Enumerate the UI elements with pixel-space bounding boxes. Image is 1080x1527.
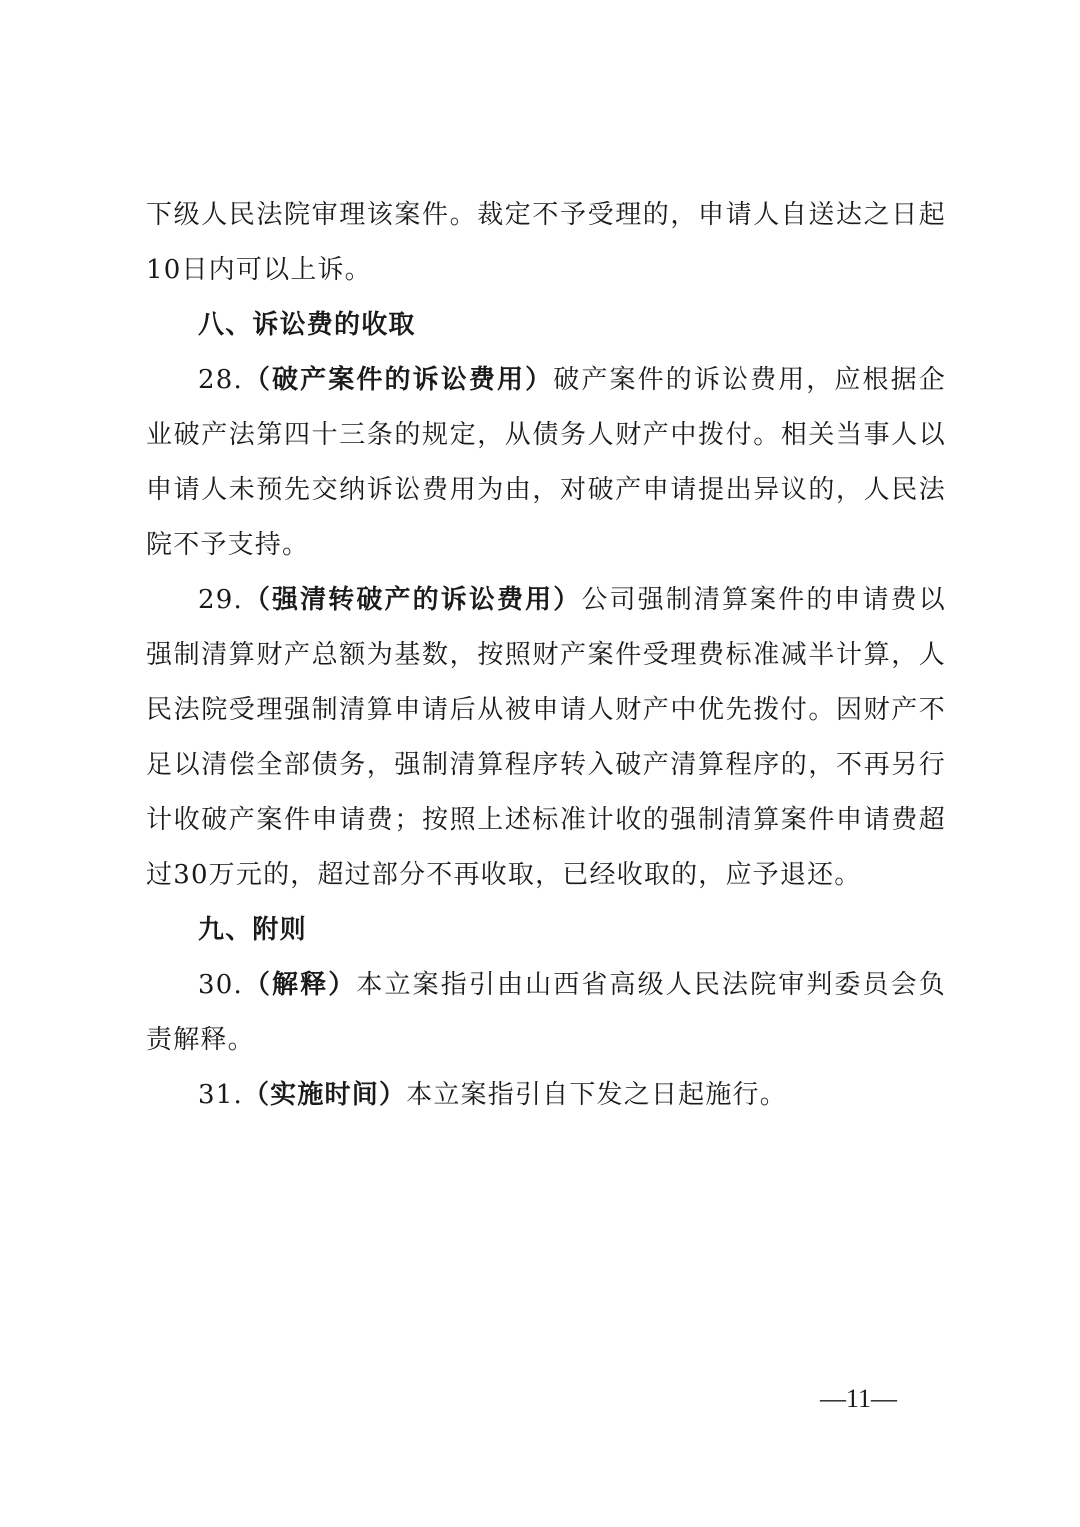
article-31	[146, 1068, 946, 1123]
article-28-body: 破产案件的诉讼费用，应根据企业破产法第四十三条的规定，从债务人财产中拨付。相关当事人以申请人未预先交纳诉讼费用为由，对破产申请提出异议的，人民法院不予支持。	[146, 365, 946, 560]
article-28-number: 28.	[198, 365, 243, 395]
paragraph-continuation: 下级人民法院审理该案件。裁定不予受理的，申请人自送达之日起10日内可以上诉。	[146, 200, 946, 285]
article-29-body: 公司强制清算案件的申请费以强制清算财产总额为基数，按照财产案件受理费标准减半计算，人民法院受理强制清算申请后从被申请人财产中优先拨付。因财产不足以清偿全部债务，强制清算程序转入破产清算程序的，不再另行计收破产案件申请费；按照上述标准计收的强制清算案件申请费超过30万元的，超过部分不再收取，已经收取的，应予退还。	[146, 585, 946, 890]
article-30	[146, 958, 946, 1068]
article-29	[146, 573, 946, 903]
page-number: —11—	[820, 1384, 898, 1413]
article-30-body: 本立案指引由山西省高级人民法院审判委员会负责解释。	[146, 970, 947, 1055]
article-31-title: （实施时间）	[242, 1080, 407, 1110]
article-30-title: （解释）	[242, 970, 357, 1000]
article-29-number: 29.	[198, 585, 243, 615]
article-31-body: 本立案指引自下发之日起施行。	[406, 1080, 787, 1110]
article-28	[146, 353, 946, 573]
article-28-title: （破产案件的诉讼费用）	[242, 365, 554, 395]
section-heading-9: 九、附则	[198, 915, 307, 945]
article-30-number: 30.	[198, 970, 243, 1000]
document-body	[146, 188, 946, 1123]
article-29-title: （强清转破产的诉讼费用）	[242, 585, 582, 615]
article-31-number: 31.	[198, 1080, 243, 1110]
section-heading-8: 八、诉讼费的收取	[198, 310, 416, 340]
